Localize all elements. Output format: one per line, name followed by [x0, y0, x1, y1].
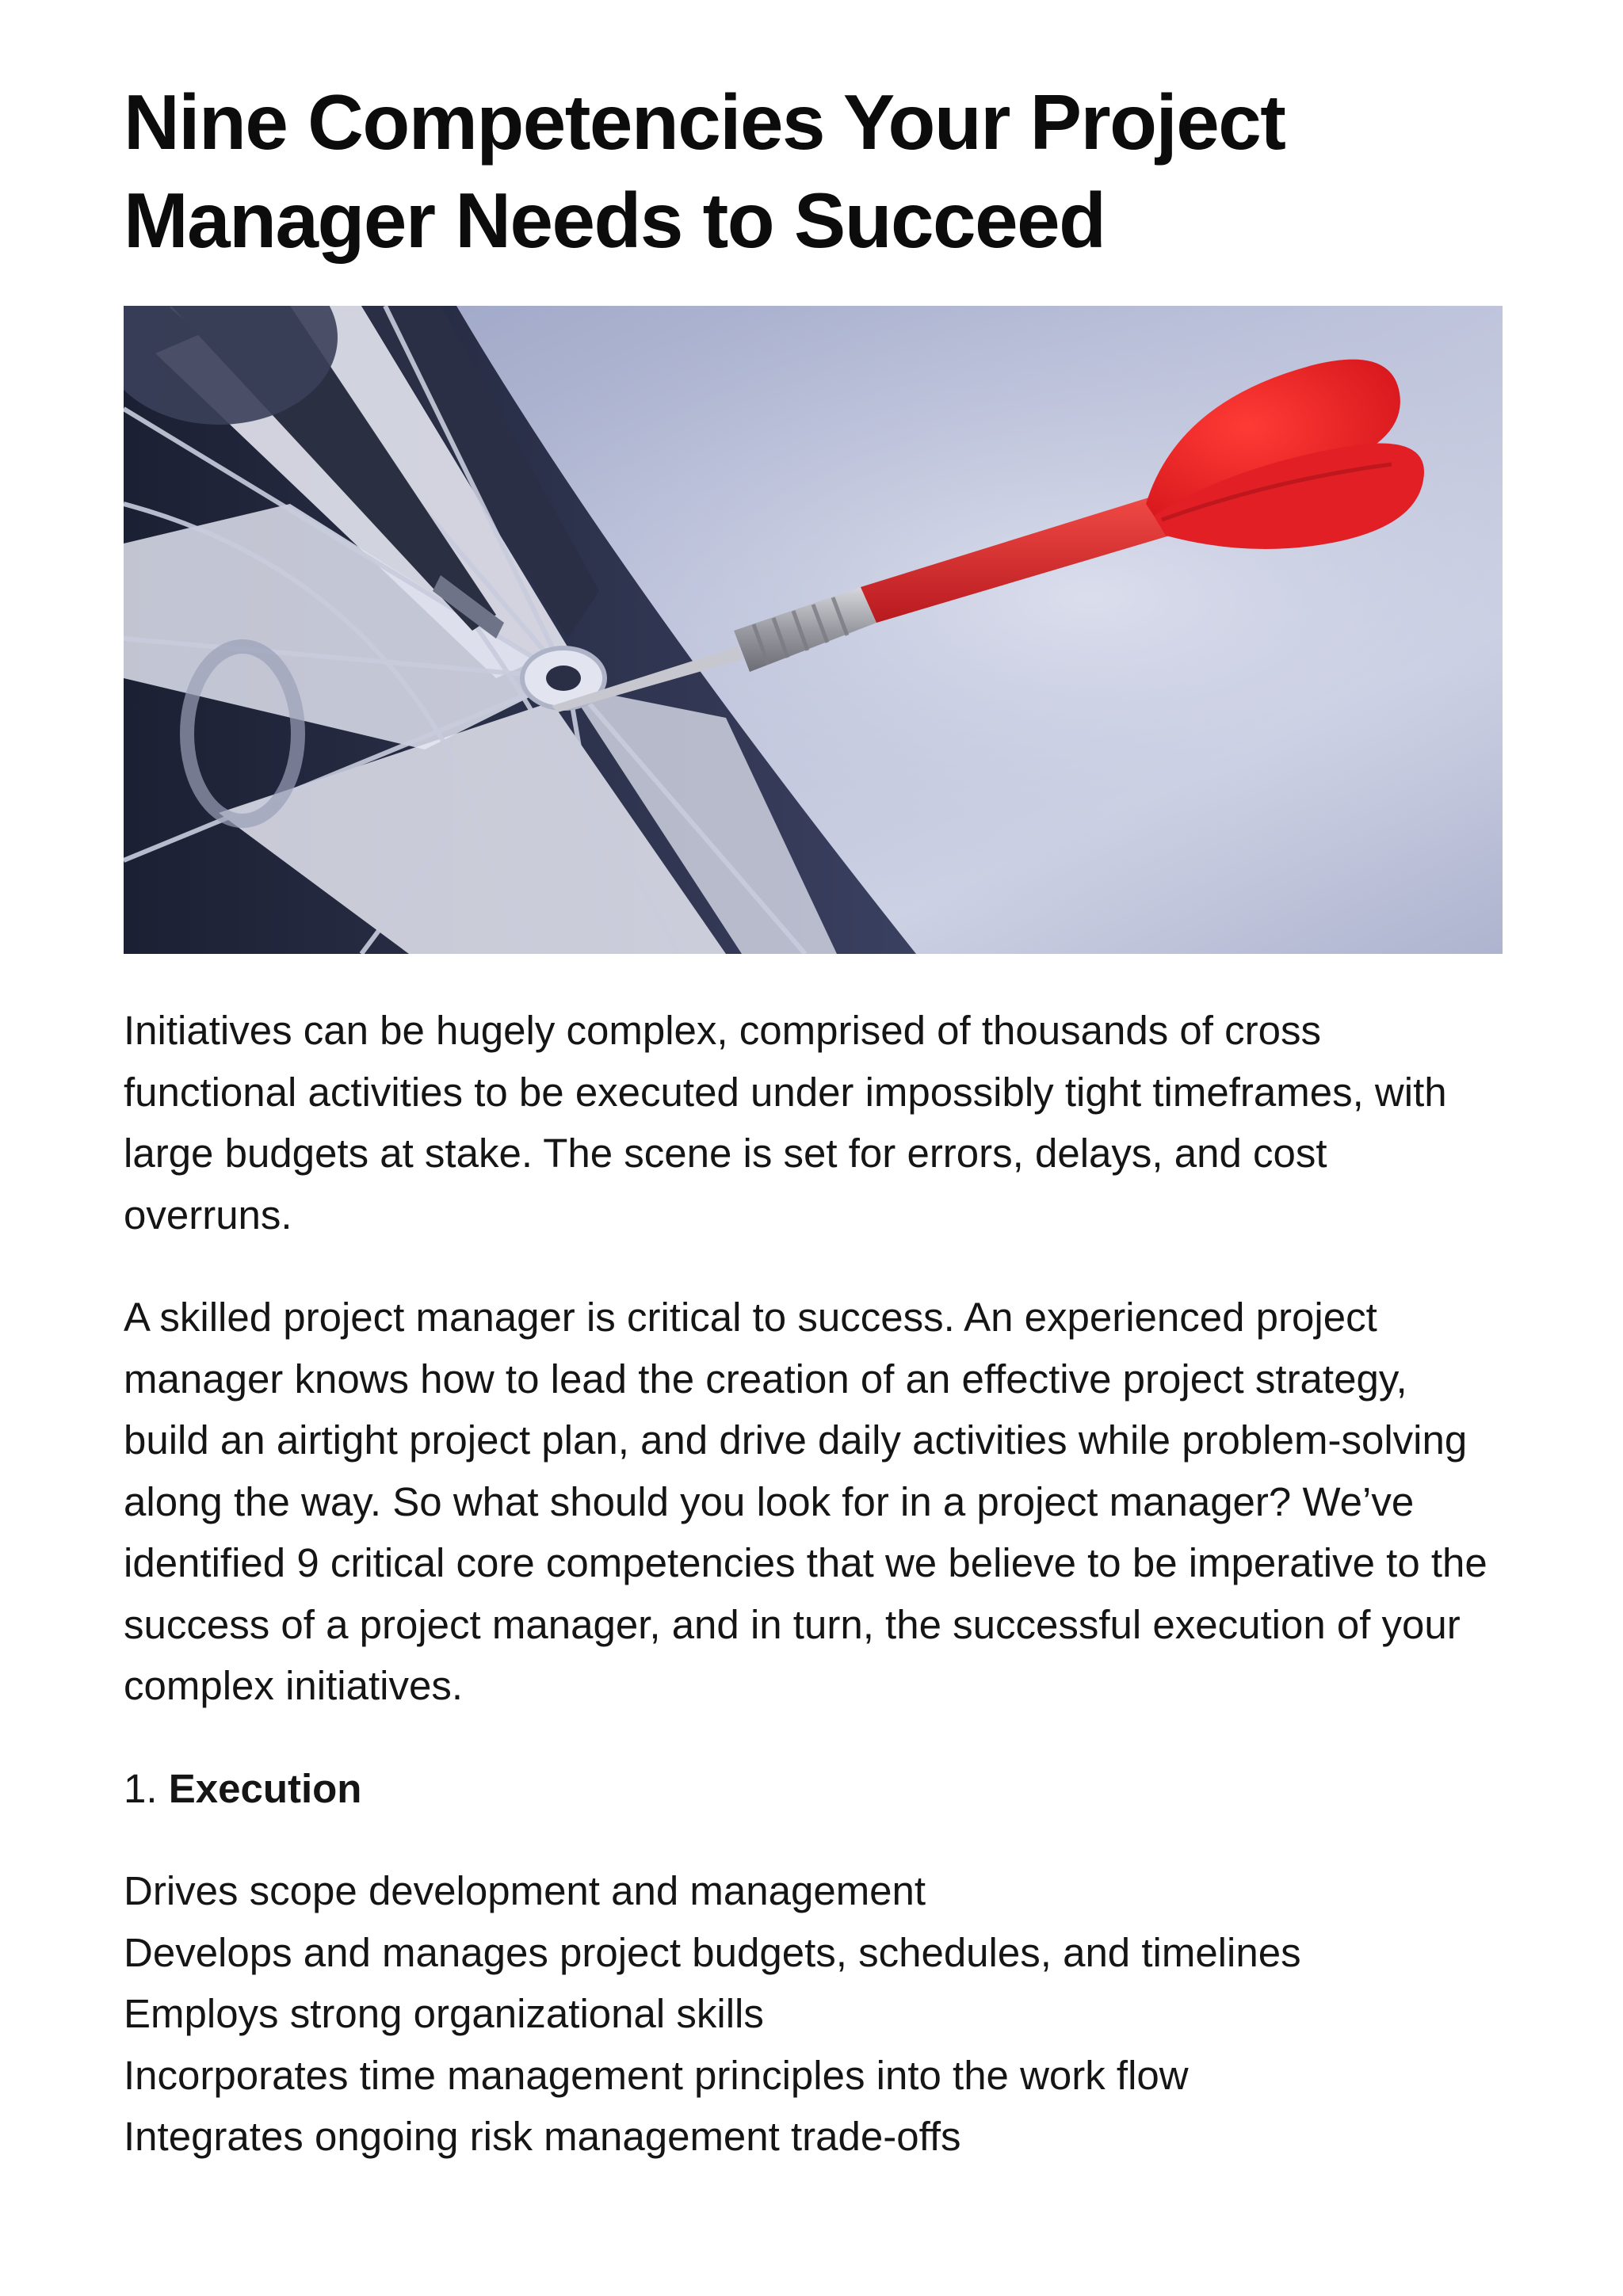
section-number: 1.: [124, 1765, 158, 1811]
skilled-pm-paragraph: A skilled project manager is critical to success. An experienced project manager knows how to lead the creation of an effective project strategy, build an airtight project plan, and drive daily activities while problem-solving along the way. So what should you look for in a project manager? We’ve identified 9 critical core competencies that we believe to be imperative to the success of a project manager, and in turn, the successful execution of your complex initiatives.: [124, 1295, 1487, 1708]
article-body: [124, 1000, 1503, 2168]
dart-bullseye-illustration: [124, 306, 1503, 954]
list-item: Develops and manages project budgets, schedules, and timelines: [124, 1929, 1301, 1975]
intro-paragraph: Initiatives can be hugely complex, comprised of thousands of cross functional activities to be executed under impossibly tight timeframes, with large budgets at stake. The scene is set for errors, delays, and cost overruns.: [124, 1008, 1447, 1238]
article-title: Nine Competencies Your Project Manager Needs to Succeed: [124, 78, 1285, 264]
list-item: Drives scope development and management: [124, 1868, 926, 1913]
article: [124, 0, 1503, 2159]
list-item: Employs strong organizational skills: [124, 1991, 764, 2036]
section-name: Execution: [168, 1765, 362, 1811]
section-heading-execution: [124, 1758, 1503, 1820]
list-item: Integrates ongoing risk management trade-offs: [124, 2114, 961, 2159]
list-item: Incorporates time management principles into the work flow: [124, 2052, 1189, 2098]
execution-list: [124, 1860, 1503, 2168]
hero-image: [124, 306, 1503, 954]
